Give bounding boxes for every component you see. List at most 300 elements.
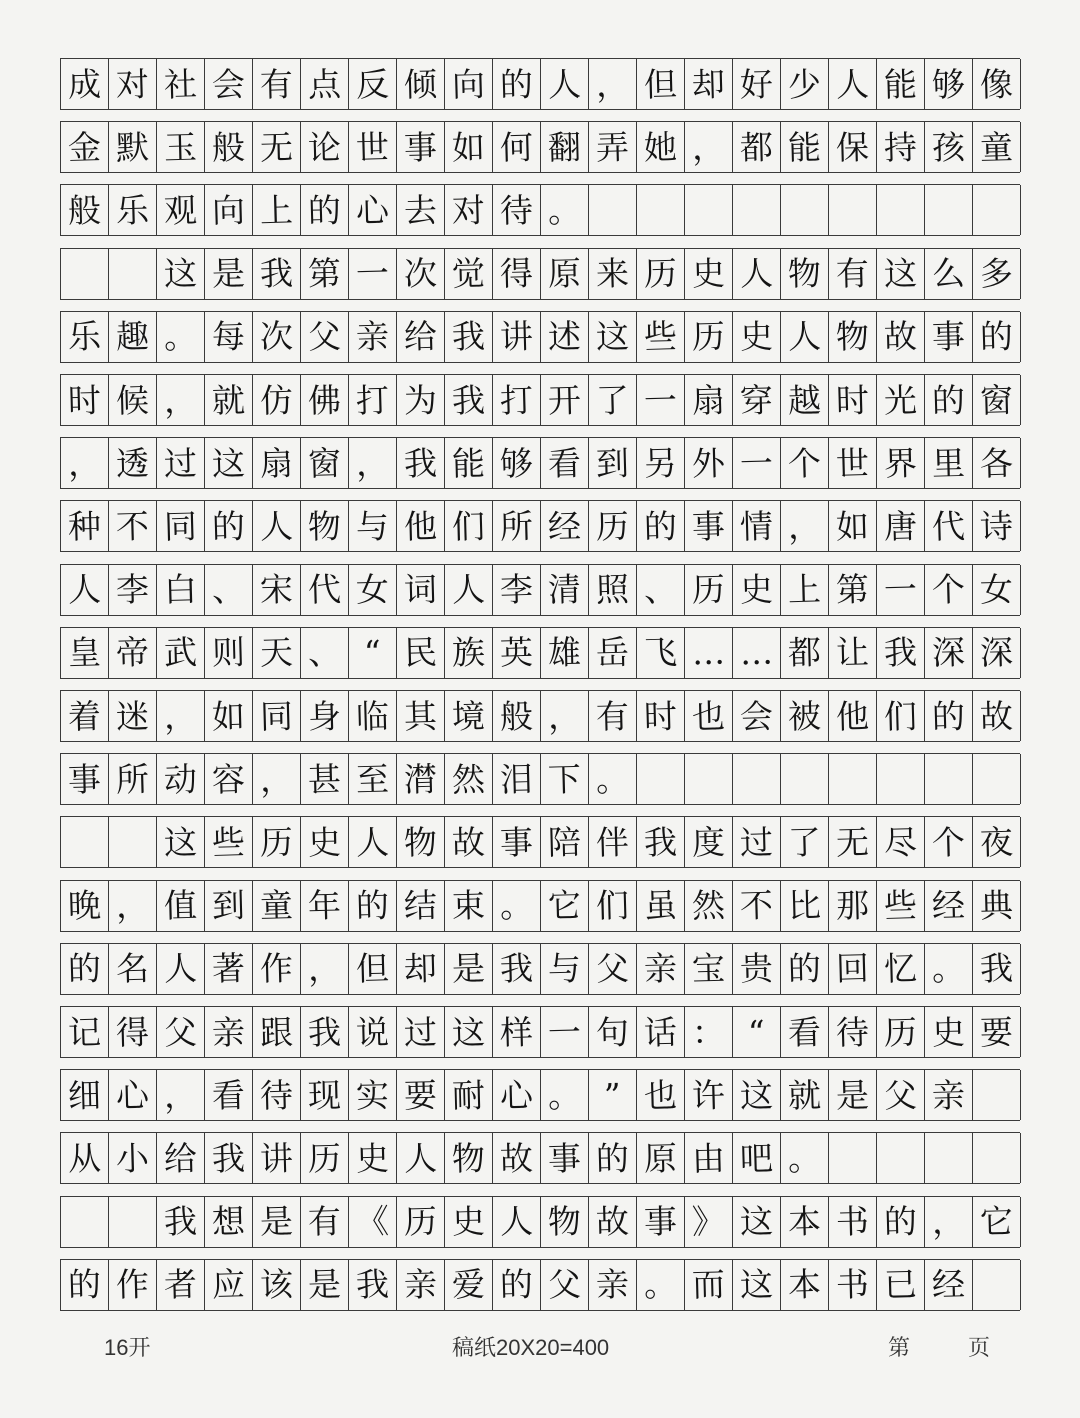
handwritten-char: 过: [162, 443, 198, 484]
grid-row: [60, 184, 1020, 236]
handwritten-char: 得: [498, 253, 534, 294]
grid-cell-line: [1020, 944, 1021, 994]
handwritten-char: 族: [450, 632, 486, 673]
grid-row: [60, 1132, 1020, 1184]
grid-cell-line: [1020, 375, 1021, 425]
handwritten-char: 泪: [498, 759, 534, 800]
grid-cell-line: [1020, 122, 1021, 172]
handwritten-char: 父: [162, 1012, 198, 1052]
handwritten-char: 帝: [114, 632, 150, 673]
grid-row: [60, 311, 1020, 363]
handwritten-char: 史: [306, 822, 342, 863]
handwritten-char: 事: [402, 127, 438, 168]
handwritten-char: 历: [258, 822, 294, 863]
handwritten-char: 经: [930, 1264, 966, 1305]
handwritten-char: 人: [546, 64, 582, 104]
handwritten-char: 得: [114, 1012, 150, 1052]
handwritten-char: 过: [738, 822, 774, 863]
handwritten-char: 心: [114, 1075, 150, 1116]
handwritten-char: 父: [594, 948, 630, 989]
handwritten-char: 如: [210, 696, 246, 736]
handwritten-char: 过: [402, 1012, 438, 1052]
handwritten-char: 持: [882, 127, 918, 168]
grid-row: [60, 564, 1020, 616]
handwritten-char: 越: [786, 380, 822, 420]
handwritten-char: 故: [450, 822, 486, 863]
handwritten-char: 同: [162, 506, 198, 547]
handwritten-char: 个: [786, 443, 822, 484]
handwritten-char: 经: [546, 506, 582, 547]
handwritten-char: 李: [498, 569, 534, 610]
handwritten-char: 给: [402, 316, 438, 357]
handwritten-char: 了: [786, 822, 822, 863]
handwritten-char: 向: [210, 190, 246, 231]
handwritten-char: 典: [978, 885, 1014, 926]
grid-cell-line: [1020, 185, 1021, 235]
handwritten-char: 反: [354, 64, 390, 104]
handwritten-char: 心: [354, 190, 390, 231]
handwritten-char: 比: [786, 885, 822, 926]
handwritten-char: 物: [306, 506, 342, 547]
handwritten-char: 够: [930, 64, 966, 104]
handwritten-char: 一: [642, 380, 678, 420]
handwritten-char: 的: [594, 1138, 630, 1179]
grid-cell-line: [1020, 881, 1021, 931]
handwritten-char: 回: [834, 948, 870, 989]
handwritten-char: 由: [690, 1138, 726, 1179]
handwritten-char: 应: [210, 1264, 246, 1305]
handwritten-char: 亲: [210, 1012, 246, 1052]
handwritten-char: 细: [66, 1075, 102, 1116]
handwritten-char: 为: [402, 380, 438, 420]
handwritten-char: 陪: [546, 822, 582, 863]
handwritten-char: 故: [882, 316, 918, 357]
row-text: [60, 438, 1020, 488]
handwritten-char: 无: [258, 127, 294, 168]
handwritten-char: 下: [546, 759, 582, 800]
handwritten-char: 实: [354, 1075, 390, 1116]
handwritten-char: 这: [738, 1201, 774, 1242]
handwritten-char: 讲: [498, 316, 534, 357]
handwritten-char: 所: [498, 506, 534, 547]
handwritten-char: 耐: [450, 1075, 486, 1116]
page-suffix-label: 页: [968, 1335, 991, 1360]
handwritten-char: 候: [114, 380, 150, 420]
handwritten-char: 样: [498, 1012, 534, 1052]
handwritten-char: 些: [210, 822, 246, 863]
handwritten-char: 吧: [738, 1138, 774, 1179]
grid-cell-line: [1020, 817, 1021, 867]
handwritten-char: 夜: [978, 822, 1014, 863]
handwritten-char: 人: [66, 569, 102, 610]
handwritten-char: …: [738, 632, 774, 673]
handwritten-char: [78, 1205, 89, 1238]
handwritten-char: 词: [402, 569, 438, 610]
handwritten-char: 天: [258, 632, 294, 673]
handwritten-char: 父: [882, 1075, 918, 1116]
handwritten-char: 向: [450, 64, 486, 104]
handwritten-char: 许: [690, 1075, 726, 1116]
handwritten-char: 看: [786, 1012, 822, 1052]
row-text: [60, 881, 1020, 931]
handwritten-char: 般: [210, 127, 246, 168]
handwritten-char: 默: [114, 127, 150, 168]
handwritten-char: 来: [594, 253, 630, 294]
grid-row: [60, 880, 1020, 932]
handwritten-char: 、: [642, 569, 678, 610]
handwritten-char: ，: [306, 948, 342, 989]
handwritten-char: 物: [450, 1138, 486, 1179]
handwritten-char: 也: [642, 1075, 678, 1116]
handwritten-char: 岳: [594, 632, 630, 673]
handwritten-char: ，: [786, 506, 822, 547]
handwritten-char: 这: [738, 1075, 774, 1116]
handwritten-char: “: [363, 633, 381, 673]
handwritten-char: 人: [498, 1201, 534, 1242]
handwritten-char: 值: [162, 885, 198, 926]
handwritten-char: 让: [834, 632, 870, 673]
handwritten-char: 我: [450, 316, 486, 357]
handwritten-char: 历: [306, 1138, 342, 1179]
handwritten-char: 名: [114, 948, 150, 989]
handwritten-char: 英: [498, 632, 534, 673]
grid-cell-line: [1020, 691, 1021, 741]
handwritten-char: 本: [786, 1264, 822, 1305]
handwritten-char: 能: [786, 127, 822, 168]
handwritten-char: 些: [882, 885, 918, 926]
handwritten-char: 著: [210, 948, 246, 989]
handwritten-char: 般: [498, 696, 534, 736]
handwritten-char: 的: [930, 380, 966, 420]
handwritten-char: 每: [210, 316, 246, 357]
handwritten-char: 觉: [450, 253, 486, 294]
grid-cell-line: [1020, 438, 1021, 488]
handwritten-char: 但: [354, 948, 390, 989]
handwritten-char: 一: [546, 1012, 582, 1052]
handwritten-char: 原: [546, 253, 582, 294]
handwritten-char: 宝: [690, 948, 726, 989]
grid-cell-line: [1020, 312, 1021, 362]
grid-row: [60, 1006, 1020, 1058]
paper-spec-label: 稿纸20X20=400: [452, 1335, 610, 1360]
handwritten-char: 童: [258, 885, 294, 926]
handwritten-char: 她: [642, 127, 678, 168]
handwritten-char: 故: [498, 1138, 534, 1179]
handwritten-char: 就: [210, 380, 246, 420]
handwritten-char: 《: [354, 1201, 390, 1242]
handwritten-char: 观: [162, 190, 198, 231]
handwritten-char: 我: [450, 380, 486, 420]
handwritten-char: 亲: [354, 316, 390, 357]
handwritten-char: ，: [594, 64, 630, 104]
handwritten-char: 我: [642, 822, 678, 863]
handwritten-char: 乐: [114, 190, 150, 231]
handwritten-char: 这: [450, 1012, 486, 1052]
handwritten-char: 能: [450, 443, 486, 484]
handwritten-char: 已: [882, 1264, 918, 1305]
handwritten-char: 伴: [594, 822, 630, 863]
grid-cell-line: [1020, 754, 1021, 804]
handwritten-char: 们: [450, 506, 486, 547]
handwritten-char: 者: [162, 1264, 198, 1305]
handwritten-char: 结: [402, 885, 438, 926]
handwritten-char: 历: [882, 1012, 918, 1052]
handwritten-char: 弄: [594, 127, 630, 168]
handwritten-char: [78, 257, 89, 290]
row-text: [60, 754, 1020, 804]
handwritten-char: 代: [930, 506, 966, 547]
row-text: [60, 375, 1020, 425]
handwritten-char: 这: [594, 316, 630, 357]
handwritten-char: 至: [354, 759, 390, 800]
handwritten-char: 束: [450, 885, 486, 926]
handwritten-char: 人: [162, 948, 198, 989]
row-text: [60, 59, 1020, 109]
handwritten-char: ，: [258, 759, 294, 800]
handwritten-char: 》: [690, 1201, 726, 1242]
handwritten-char: 临: [354, 696, 390, 736]
handwritten-char: 宋: [258, 569, 294, 610]
handwritten-char: 然: [690, 885, 726, 926]
handwritten-char: 人: [354, 822, 390, 863]
handwritten-char: 跟: [258, 1012, 294, 1052]
handwritten-char: 人: [738, 253, 774, 294]
handwritten-char: 事: [66, 759, 102, 800]
handwritten-char: 历: [642, 253, 678, 294]
handwritten-char: 是: [258, 1201, 294, 1242]
handwritten-char: 个: [930, 822, 966, 863]
handwritten-char: 上: [786, 569, 822, 610]
grid-row: [60, 121, 1020, 173]
handwritten-char: 事: [930, 316, 966, 357]
handwritten-char: 亲: [594, 1264, 630, 1305]
handwritten-char: 各: [978, 443, 1014, 484]
handwritten-char: 给: [162, 1138, 198, 1179]
handwritten-char: 它: [978, 1201, 1014, 1242]
handwritten-char: 白: [162, 569, 198, 610]
handwritten-char: 的: [786, 948, 822, 989]
handwritten-char: 趣: [114, 316, 150, 357]
handwritten-char: 人: [450, 569, 486, 610]
handwritten-char: 。: [546, 190, 582, 231]
handwritten-char: 扇: [690, 380, 726, 420]
handwritten-char: [126, 826, 137, 859]
handwritten-char: 点: [306, 64, 342, 104]
handwritten-char: 般: [66, 190, 102, 231]
handwritten-char: 到: [594, 443, 630, 484]
row-text: [60, 249, 1020, 299]
handwritten-char: 皇: [66, 632, 102, 673]
handwritten-char: 翻: [546, 127, 582, 168]
handwritten-char: 女: [978, 569, 1014, 610]
handwritten-char: 事: [498, 822, 534, 863]
handwritten-char: 作: [258, 948, 294, 989]
handwritten-char: 与: [546, 948, 582, 989]
handwritten-char: 么: [930, 253, 966, 294]
handwritten-char: 武: [162, 632, 198, 673]
handwritten-char: 物: [786, 253, 822, 294]
handwritten-char: 事: [642, 1201, 678, 1242]
handwritten-char: 社: [162, 64, 198, 104]
handwritten-char: 雄: [546, 632, 582, 673]
handwritten-char: 物: [402, 822, 438, 863]
handwritten-char: 深: [978, 632, 1014, 673]
handwritten-char: 时: [66, 380, 102, 420]
handwritten-char: 忆: [882, 948, 918, 989]
grid-row: [60, 1069, 1020, 1121]
grid-row: [60, 500, 1020, 552]
handwritten-char: 情: [738, 506, 774, 547]
handwritten-char: 们: [594, 885, 630, 926]
handwritten-char: 倾: [402, 64, 438, 104]
handwritten-char: ，: [930, 1201, 966, 1242]
handwritten-char: 讲: [258, 1138, 294, 1179]
handwritten-char: 能: [882, 64, 918, 104]
handwritten-char: 一: [882, 569, 918, 610]
handwritten-char: 父: [546, 1264, 582, 1305]
handwritten-char: 那: [834, 885, 870, 926]
handwritten-char: 有: [834, 253, 870, 294]
handwritten-char: 度: [690, 822, 726, 863]
handwritten-char: 句: [594, 1012, 630, 1052]
handwritten-char: 清: [546, 569, 582, 610]
handwritten-char: 佛: [306, 380, 342, 420]
grid-row: [60, 248, 1020, 300]
grid-row: [60, 58, 1020, 110]
handwritten-char: 的: [66, 948, 102, 989]
handwritten-char: 代: [306, 569, 342, 610]
handwritten-char: 人: [834, 64, 870, 104]
grid-cell-line: [1020, 565, 1021, 615]
handwritten-char: 仿: [258, 380, 294, 420]
handwritten-char: 飞: [642, 632, 678, 673]
handwritten-char: 物: [546, 1201, 582, 1242]
handwritten-char: 玉: [162, 127, 198, 168]
handwritten-char: 潸: [402, 759, 438, 800]
handwritten-char: 想: [210, 1201, 246, 1242]
handwritten-char: 论: [306, 127, 342, 168]
handwritten-char: 到: [210, 885, 246, 926]
handwritten-char: 贵: [738, 948, 774, 989]
handwritten-char: 但: [642, 64, 678, 104]
handwritten-char: 时: [642, 696, 678, 736]
handwritten-char: ，: [114, 885, 150, 926]
handwritten-char: 书: [834, 1201, 870, 1242]
handwritten-char: …: [690, 632, 726, 673]
handwritten-char: 人: [786, 316, 822, 357]
handwritten-char: 晚: [66, 885, 102, 926]
handwritten-char: 像: [978, 64, 1014, 104]
handwritten-char: 人: [402, 1138, 438, 1179]
handwritten-char: ，: [66, 443, 102, 484]
handwritten-char: 他: [402, 506, 438, 547]
handwritten-char: 要: [978, 1012, 1014, 1052]
handwritten-char: 经: [930, 885, 966, 926]
handwritten-char: 都: [786, 632, 822, 673]
handwritten-char: ，: [162, 696, 198, 736]
handwritten-char: 深: [930, 632, 966, 673]
row-text: [60, 565, 1020, 615]
handwritten-char: 待: [498, 190, 534, 231]
row-text: [60, 312, 1020, 362]
handwritten-char: 他: [834, 696, 870, 736]
handwritten-char: ，: [354, 443, 390, 484]
handwritten-char: 是: [834, 1075, 870, 1116]
row-text: [60, 817, 1020, 867]
handwritten-char: 历: [594, 506, 630, 547]
handwritten-char: 的: [930, 696, 966, 736]
handwritten-char: 是: [450, 948, 486, 989]
handwritten-char: 同: [258, 696, 294, 736]
handwritten-char: 说: [354, 1012, 390, 1052]
handwritten-char: 有: [594, 696, 630, 736]
handwritten-char: 、: [210, 569, 246, 610]
handwritten-char: 我: [258, 253, 294, 294]
row-text: [60, 691, 1020, 741]
handwritten-char: 界: [882, 443, 918, 484]
handwritten-char: 是: [210, 253, 246, 294]
handwritten-char: 作: [114, 1264, 150, 1305]
handwritten-char: 从: [66, 1138, 102, 1179]
handwritten-char: 何: [498, 127, 534, 168]
handwritten-char: 故: [594, 1201, 630, 1242]
handwritten-char: 次: [258, 316, 294, 357]
grid-cell-line: [1020, 628, 1021, 678]
grid-row: [60, 627, 1020, 679]
handwritten-char: 历: [690, 316, 726, 357]
handwritten-char: 们: [882, 696, 918, 736]
handwritten-char: 境: [450, 696, 486, 736]
handwritten-char: 被: [786, 696, 822, 736]
handwritten-char: 对: [450, 190, 486, 231]
handwritten-char: 着: [66, 696, 102, 736]
handwritten-char: 时: [834, 380, 870, 420]
handwritten-char: 心: [498, 1075, 534, 1116]
handwritten-char: 去: [402, 190, 438, 231]
grid-cell-line: [1020, 249, 1021, 299]
handwritten-char: 好: [738, 64, 774, 104]
handwritten-char: 这: [738, 1264, 774, 1305]
handwritten-char: 世: [834, 443, 870, 484]
handwritten-char: 如: [450, 127, 486, 168]
handwritten-char: 的: [498, 64, 534, 104]
handwritten-char: 有: [258, 64, 294, 104]
handwritten-char: 容: [210, 759, 246, 800]
handwritten-char: 另: [642, 443, 678, 484]
handwritten-char: 透: [114, 443, 150, 484]
handwritten-char: 迷: [114, 696, 150, 736]
row-text: [60, 1133, 1020, 1183]
handwritten-char: 第: [834, 569, 870, 610]
handwritten-char: ”: [603, 1075, 621, 1115]
handwritten-char: 对: [114, 64, 150, 104]
row-text: [60, 1260, 1020, 1310]
handwritten-char: 待: [258, 1075, 294, 1116]
handwritten-char: 的: [498, 1264, 534, 1305]
handwritten-char: 述: [546, 316, 582, 357]
handwritten-char: [126, 257, 137, 290]
handwritten-char: 李: [114, 569, 150, 610]
handwritten-char: 打: [354, 380, 390, 420]
grid-row: [60, 374, 1020, 426]
handwritten-char: 里: [930, 443, 966, 484]
handwritten-char: 记: [66, 1012, 102, 1052]
handwritten-char: 就: [786, 1075, 822, 1116]
handwritten-char: 甚: [306, 759, 342, 800]
handwritten-char: 史: [354, 1138, 390, 1179]
row-text: [60, 1007, 1020, 1057]
handwritten-char: 是: [306, 1264, 342, 1305]
